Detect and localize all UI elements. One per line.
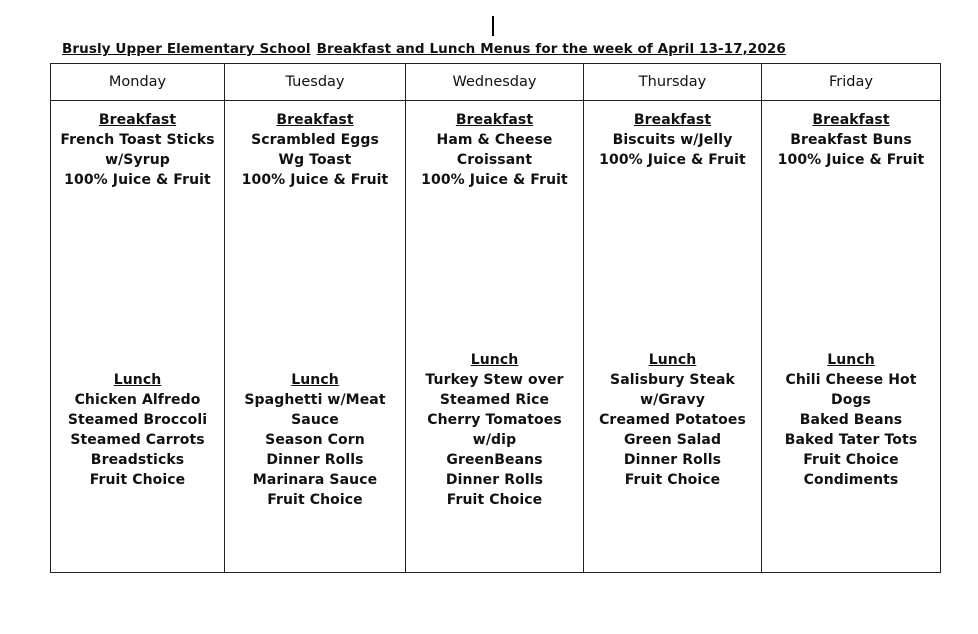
menu-item: Baked Beans <box>799 412 903 428</box>
day-header-tuesday: Tuesday <box>225 64 406 101</box>
lunch-menu-tuesday <box>225 370 405 510</box>
breakfast-heading: Breakfast <box>276 112 354 128</box>
menu-item: Biscuits w/Jelly <box>612 132 733 148</box>
breakfast-menu-thursday <box>584 110 761 170</box>
day-header-friday: Friday <box>762 64 941 101</box>
menu-item: Salisbury Steak <box>610 372 735 388</box>
menu-item: Fruit Choice <box>89 472 186 488</box>
breakfast-menu-monday <box>51 110 224 190</box>
menu-item: Steamed Rice <box>439 392 550 408</box>
menu-item: 100% Juice & Fruit <box>421 172 568 188</box>
menu-item: 100% Juice & Fruit <box>599 152 746 168</box>
menu-item: Breadsticks <box>90 452 185 468</box>
page-title <box>62 41 786 57</box>
menu-item: Dinner Rolls <box>266 452 364 468</box>
menu-item: Steamed Carrots <box>70 432 205 448</box>
day-header-monday: Monday <box>51 64 225 101</box>
menu-item: Turkey Stew over <box>425 372 564 388</box>
lunch-heading: Lunch <box>113 372 162 388</box>
lunch-heading: Lunch <box>648 352 697 368</box>
menu-item: Dogs <box>831 392 871 408</box>
menu-item: 100% Juice & Fruit <box>64 172 211 188</box>
breakfast-heading: Breakfast <box>455 112 534 128</box>
menu-item: Fruit Choice <box>446 492 543 508</box>
menu-item: Chili Cheese Hot <box>785 372 917 388</box>
day-header-wednesday: Wednesday <box>406 64 584 101</box>
menu-item: GreenBeans <box>446 452 543 468</box>
menu-item: Croissant <box>456 152 533 168</box>
menu-row <box>51 101 941 573</box>
breakfast-heading: Breakfast <box>98 112 177 128</box>
weekly-menu-table <box>50 63 941 573</box>
breakfast-heading: Breakfast <box>633 112 712 128</box>
lunch-menu-monday <box>51 370 224 490</box>
breakfast-heading: Breakfast <box>812 112 890 128</box>
menu-item: Chicken Alfredo <box>74 392 201 408</box>
day-header-thursday: Thursday <box>584 64 762 101</box>
menu-item: Dinner Rolls <box>445 472 544 488</box>
menu-item: w/Gravy <box>640 392 705 408</box>
breakfast-menu-tuesday <box>225 110 405 190</box>
menu-item: Fruit Choice <box>267 492 363 508</box>
menu-item: Spaghetti w/Meat <box>244 392 386 408</box>
text-cursor <box>492 16 494 36</box>
menu-item: Dinner Rolls <box>623 452 722 468</box>
menu-item: w/dip <box>472 432 517 448</box>
day-cell-tuesday <box>225 101 406 573</box>
menu-item: Creamed Potatoes <box>599 412 746 428</box>
day-cell-wednesday <box>406 101 584 573</box>
menu-item: Fruit Choice <box>624 472 721 488</box>
lunch-menu-wednesday <box>406 350 583 510</box>
day-cell-friday <box>762 101 941 573</box>
day-cell-thursday <box>584 101 762 573</box>
day-cell-monday <box>51 101 225 573</box>
menu-item: Green Salad <box>623 432 722 448</box>
menu-item: w/Syrup <box>105 152 170 168</box>
breakfast-menu-friday <box>762 110 940 170</box>
menu-subtitle: Breakfast and Lunch Menus for the week of April 13-17,2026 <box>316 41 786 57</box>
menu-item: 100% Juice & Fruit <box>777 152 925 168</box>
menu-item: Marinara Sauce <box>252 472 378 488</box>
menu-item: Wg Toast <box>278 152 352 168</box>
lunch-heading: Lunch <box>827 352 875 368</box>
lunch-menu-thursday <box>584 350 761 490</box>
menu-item: French Toast Sticks <box>60 132 215 148</box>
menu-item: Fruit Choice <box>803 452 899 468</box>
menu-item: Steamed Broccoli <box>67 412 208 428</box>
lunch-heading: Lunch <box>470 352 519 368</box>
menu-item: 100% Juice & Fruit <box>241 172 389 188</box>
menu-item: Breakfast Buns <box>790 132 912 148</box>
menu-item: Cherry Tomatoes <box>427 412 562 428</box>
menu-item: Condiments <box>803 472 899 488</box>
lunch-menu-friday <box>762 350 940 490</box>
lunch-heading: Lunch <box>291 372 339 388</box>
day-header-row <box>51 64 941 101</box>
school-name: Brusly Upper Elementary School <box>62 41 311 57</box>
breakfast-menu-wednesday <box>406 110 583 190</box>
menu-item: Scrambled Eggs <box>251 132 379 148</box>
menu-item: Season Corn <box>265 432 365 448</box>
menu-item: Sauce <box>291 412 339 428</box>
menu-item: Baked Tater Tots <box>784 432 918 448</box>
menu-item: Ham & Cheese <box>436 132 553 148</box>
